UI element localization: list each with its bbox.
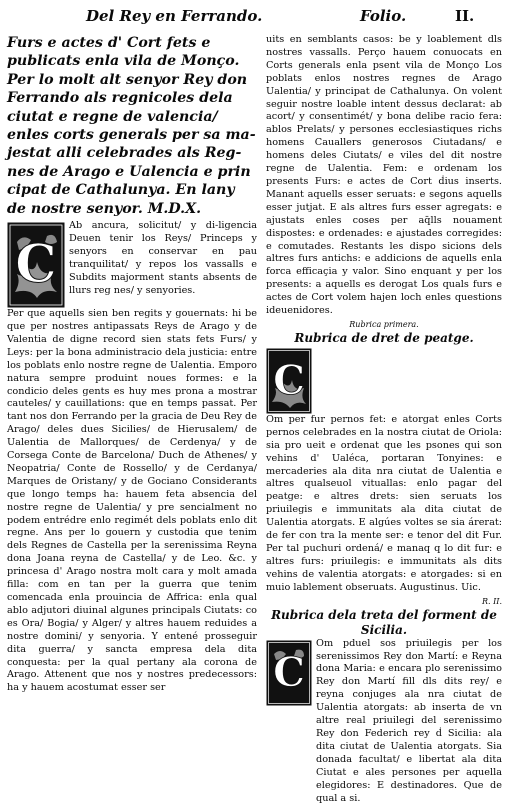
- rubric-1-text: Om per fur pernos fet: e atorgat enles Corts pernos celebrades en la nostra ciutat de Oriola: sia pro ueit e ordenat que les psones qui son vehins d' Ualéca, portaran Tonyines: e mercaderies ala dita nra ciutat de Ualentia e altres qualseuol vituallas: enlo pagar del peatge: e altres drets: sien seruats los priuilegis e immunitats ala dita ciutat de Ualentia atorgats. E algúes voltes se sia árerat: de fer con tra la mente ser: e tenor del dit Fur. Per tal puchuri ordená/ e manaq q lo dit fur: e altres furs: priuilegis: e immunitats als dits vehins de valentia atorgats: e atorgades: si en muio lablement obseruats. Augustinus. Uic.: [266, 413, 502, 593]
- initial-block: [7, 220, 257, 308]
- right-column: [266, 34, 502, 804]
- decorated-initial-c-rubric-2: [266, 640, 312, 706]
- decorated-initial-c: [7, 222, 65, 308]
- decorated-initial-c-rubric-1: [266, 348, 312, 414]
- initial-paragraph: Ab ancura, solicitut/ y di-ligencia Deuen tenir los Reys/ Princeps y senyors en conservar en pau tranquilitat/ y repos los vassalls e Subdits majorment stants absents de llurs reg nes/ y senyories.: [69, 220, 257, 296]
- continued-paragraph: uits en semblants casos: be y loablement dls nostres vassalls. Perço hauem conuocats en Corts generals enla psent vila de Monço Los poblats enlos nostres regnes de Arago Ualentia/ y principat de Cathalunya. On volent seguir nostre loable intent dessus declarat: ab acort/ y consentimét/ y bona delibe racio fera: ablos Prelats/ y persones ecclesiastiques richs homens Cauallers generosos Ciutadans/ e homens deles Ciutats/ e viles del dit nostre regne de Ualentia. Fem: e ordenam los presents Furs: e actes de Cort ḋius inserts. Manant aquells esser seruats: e segons aquells esser jutjat. E als altres furs esser agregats: e ajustats enles coses per aq̄lls nouament dispostes: e ordenades: e ajustades corregides: e comutades. Restants les dispo sicions dels altres furs antichs: e addicions de aquells enla forca efficaçia y valor. Sino enquant y per los presents: a aquells es derogat Los quals furs e actes de Cort volem hajen loch enles questions ideuenidores.: [266, 34, 502, 317]
- rubric-label: Rubrica primera.: [349, 319, 419, 329]
- left-column: [7, 34, 257, 782]
- running-title: Del Rey en Ferrando.: [86, 7, 263, 25]
- rubric-1-block: [266, 346, 502, 414]
- initial-letter: C: [15, 234, 57, 296]
- rubric-2-initial-letter: C: [273, 648, 305, 696]
- rubric-1-number: R. II.: [482, 596, 502, 606]
- rubric-1-title: Rubrica de dret de peatge.: [294, 330, 474, 345]
- main-paragraph: Per que aquells sien ben regits y gouernats: hi be que per nostres antipassats Reys de Arago y de Valentia de digne record sien stats fets Furs/ y Leys: per la bona administracio dela justicia: entre los poblats enlo nostre regne de Ualentia. Emporo natura sempre produint noues formes: e la condicio deles gents es huy mes prona a mostrar cauteles/ y cauillations: que en temps passat. Per tant nos don Ferrando per la gracia de Deu Rey de Arago/ deles dues Sicilies/ de Hierusalem/ de Ualentia de Mallorques/ de Cerdenya/ y de Corsega Conte de Barcelona/ Duch de Athenes/ y Neopatria/ Conte de Rossello/ y de Cerdanya/ Marques de Oristany/ y de Gociano Considerants que longo temps ha: hauem feta absencia del nostre regne de Ualentia/ y pre sencialment no podem entrédre enlo regimét dels poblats enlo dit regne. Ans per lo gouern y custodia que tenim dels Regnes de Castella per la serenissima Reyna dona Joana reyna de Castella/ y de Leo. &c. y princesa d' Arago nostra molt cara y molt amada filla: com en tan per la guerra que tenim comencada enla prouincia de Affrica: enla qual ablo adjutori diuinal algunes principals Ciutats: co es Ora/ Bogia/ y Alger/ y altres hauem reduides a nostre domini/ y senyoria. Y entené prosseguir dita guerra/ y sancta empresa dela dita conquesta: per la qual pertany ala corona de Arago. Attenent que nos y nostres predecessors: ha y hauem acostumat esser ser: [7, 308, 257, 694]
- rubric-2-block: [266, 638, 502, 805]
- rubric-2-text: Om pduel sos priuilegis per los serenissimos Rey don Martí: e Reyna dona Maria: e encara plo serenissimo Rey don Martí fill dls dits rey/ e reyna conjuges ala nra ciutat de Ualentia atorgats: ab inserta de vn altre real priuilegi del serenissimo Rey don Federich rey ḋ Sicilia: ala dita ciutat de Ualentia atorgats. Sia donada facultat/ e libertat ala dita Ciutat e ales persones per aquella elegidores: E destinadores. Que de qual a si.: [316, 637, 502, 804]
- rubric-1-initial-letter: C: [273, 356, 305, 404]
- document-title: Furs e actes d' Cort fets e publicats enla vila de Monço. Per lo molt alt senyor Rey don Ferrando als regnicoles dela ciutat e regne de valencia/ enles corts generals per sa ma-jestat alli celebrades als Reg-nes de Arago e Ualencia e prin cipat de Cathalunya. En lany de nostre senyor. M.D.X.: [7, 35, 256, 217]
- folio-number: II.: [455, 7, 475, 25]
- folio-label: Folio.: [360, 7, 407, 25]
- rubric-2-title: Rubrica dela treta del forment de Sicilia.: [271, 607, 497, 637]
